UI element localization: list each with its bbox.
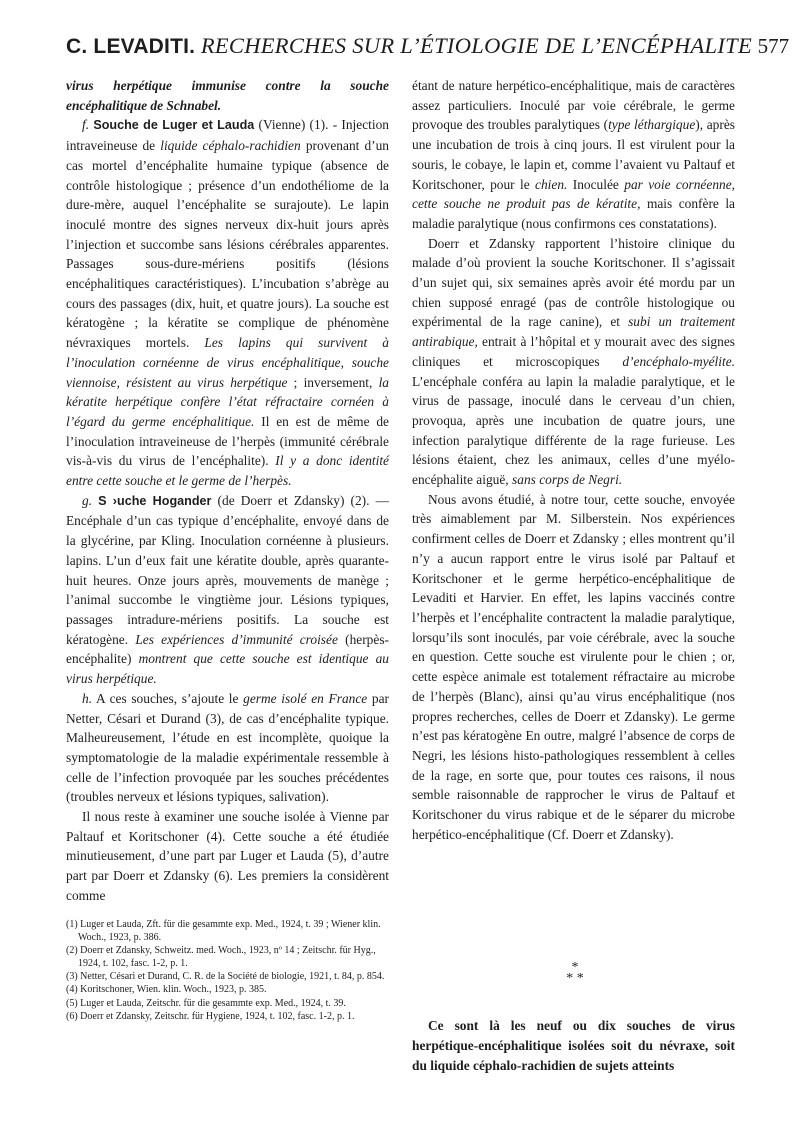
running-header xyxy=(66,33,790,67)
section-g-heading: S ›uche Hogander xyxy=(98,493,212,508)
section-separator xyxy=(550,962,600,984)
paragraph-vienna: Il nous reste à examiner une souche isolée à Vienne par Paltauf et Koritschoner (4). Cette souche a été étudiée minutieusement, d’une part par Luger et Lauda (5), d’autre part par Doerr et Zdansky (6). Les premiers la considèrent comme xyxy=(66,809,389,903)
footnote-1: (1) Luger et Lauda, Zft. für die gesammte exp. Med., 1924, t. 39 ; Wiener klin. Woch., 1923, p. 386. xyxy=(66,919,381,944)
paragraph-doerr: Doerr et Zdansky rapportent l’histoire clinique du malade d’où provient la souche Koritschoner. Il s’agissait d’un sujet qui, six semaines après avoir été mordu par un chien supposé enragé (pas de contrôle histologique ou expérimental de la rage canine), et subi un traitement antirabique, entrait à l’hôpital et y mourait avec des signes cliniques et microscopiques d’encéphalo-myélite. L’encéphale conféra au lapin la maladie paralytique, et le virus de passage, inoculé dans le cerveau d’un chien, provoqua, après une incubation de quatre jours, une infection paralytique différente de la rage furieuse. Les lésions étaient, chez les animaux, celles d’une myélo-encéphalite aiguë, sans corps de Negri. xyxy=(412,235,735,488)
right-column xyxy=(412,76,735,844)
star-top: * xyxy=(571,960,579,975)
final-text: Ce sont là les neuf ou dix souches de virus herpétique-encéphalitique isolées soit du névraxe, soit du liquide céphalo-rachidien de sujets atteints xyxy=(412,1018,735,1073)
section-f: f. Souche de Luger et Lauda (Vienne) (1). - Injection intraveineuse de liquide céphalo-rachidien provenant d’un cas mortel d’encéphalite humaine typique (absence de contrôle histologique ; présence d’un endothéliome de la dure-mère, auquel l’encéphalite se surajoute). Le lapin inoculé montre des signes nerveux dix-huit jours après l’injection et succombe sans lésions cérébrales apparentes. Passages sous-dure-mériens positifs (lésions encéphalitiques caractéristiques). L’incubation s’abrège au cours des passages (dix, huit, et quatre jours). La souche est kératogène ; la kératite se complique de phénomène névraxiques mortels. Les lapins qui survivent à l’inoculation cornéenne de virus encéphalitique, souche viennoise, résistent au virus herpétique ; inversement, la kératite herpétique confère l’état réfractaire cornéen à l’égard du germe encéphalitique. Il en est de même de l’inoculation intraveineuse de l’herpès (immunité cérébrale vis-à-vis du virus de l’encéphalite). Il y a donc identité entre cette souche et le germe de l’herpès. xyxy=(66,117,389,489)
paragraph-continuation: virus herpétique immunise contre la souche encéphalitique de Schnabel. xyxy=(66,78,389,113)
footnote-3: (3) Netter, Césari et Durand, C. R. de la Société de biologie, 1921, t. 84, p. 854. xyxy=(66,971,385,983)
left-column xyxy=(66,76,389,906)
section-f-heading: Souche de Luger et Lauda xyxy=(93,118,255,133)
star-bottom: * * xyxy=(566,971,584,986)
final-paragraph xyxy=(412,1016,735,1076)
header-author: C. LEVADITI. xyxy=(66,35,196,58)
footnote-4: (4) Koritschoner, Wien. klin. Woch., 1923, p. 385. xyxy=(66,984,267,996)
header-title: RECHERCHES SUR L’ÉTIOLOGIE DE L’ENCÉPHALITE xyxy=(200,33,753,58)
footnotes xyxy=(66,918,389,1023)
footnote-6: (6) Doerr et Zdansky, Zeitschr. für Hygiene, 1924, t. 102, fasc. 1-2, p. 1. xyxy=(66,1010,355,1022)
footnote-5: (5) Luger et Lauda, Zeitschr. für die gesammte exp. Med., 1924, t. 39. xyxy=(66,997,346,1009)
footnote-2: (2) Doerr et Zdansky, Schweitz. med. Woch., 1923, nº 14 ; Zeitschr. für Hyg., 1924, t. 102, fasc. 1-2, p. 1. xyxy=(66,945,376,970)
page-number: 577 xyxy=(757,34,790,58)
section-g: g. S ›uche Hogander (de Doerr et Zdansky) (2). — Encéphale d’un cas typique d’encéphalite, envoyé dans de la glycérine, par Kling. Inoculation cornéenne à plusieurs. lapins. L’un d’eux fait une kératite double, après quarante-huit heures. Onze jours après, mouvements de manège ; l’animal succombe le vingtième jour. Lésions typiques, passages intradure-mériens positifs. La souche est kératogène. Les expériences d’immunité croisée (herpès-encéphalite) montrent que cette souche est identique au virus herpétique. xyxy=(66,492,389,687)
paragraph-continuation-right: étant de nature herpético-encéphalitique, mais de caractères assez particuliers. Inoculé par voie cérébrale, le germe provoque des troubles paralytiques (type léthargique), après une incubation de trois à cinq jours. Il est virulent pour la souris, le cobaye, le lapin et, comme l’avaient vu Paltauf et Koritschoner, pour le chien. Inoculée par voie cornéenne, cette souche ne produit pas de kératite, mais confère la maladie paralytique (nous confirmons ces constatations). xyxy=(412,78,736,231)
paragraph-nous: Nous avons étudié, à notre tour, cette souche, envoyée très aimablement par M. Silberstein. Nos expériences confirment celles de Doerr et Zdansky ; elles montrent qu’il n’y a aucun rapport entre le virus isolé par Paltauf et Koritschoner et le germe herpético-encéphalitique de Levaditi et Harvier. En effet, les lapins vaccinés contre l’herpès et l’encéphalite contractent la maladie paralytique, lorsqu’ils sont inoculés, par voie cérébrale, avec la souche en question. Cette souche est virulente pour le chien ; or, cette espèce animale est totalement réfractaire au microbe de l’herpès (Blanc), ainsi qu’au virus encéphalitique (nos propres recherches, celles de Doerr et Zdansky). Le germe n’est pas kératogène En outre, malgré l’absence de corps de Negri, les lésions histo-pathologiques ressemblent à celles de la rage, en sorte que, pour toutes ces raisons, il nous semble raisonnable de rapprocher le virus de Paltauf et Koritschoner du virus rabique et de le séparer du microbe herpético-encéphalitique (Cf. Doerr et Zdansky). xyxy=(412,491,735,842)
section-h: h. A ces souches, s’ajoute le germe isolé en France par Netter, Césari et Durand (3), de cas d’encéphalite typique. Malheureusement, l’étude en est incomplète, quoique la symptomatologie de la maladie expérimentale ressemble à celle de l’infection provoquée par les souches précédentes (troubles nerveux et lésions typiques, salivation). xyxy=(66,690,389,805)
